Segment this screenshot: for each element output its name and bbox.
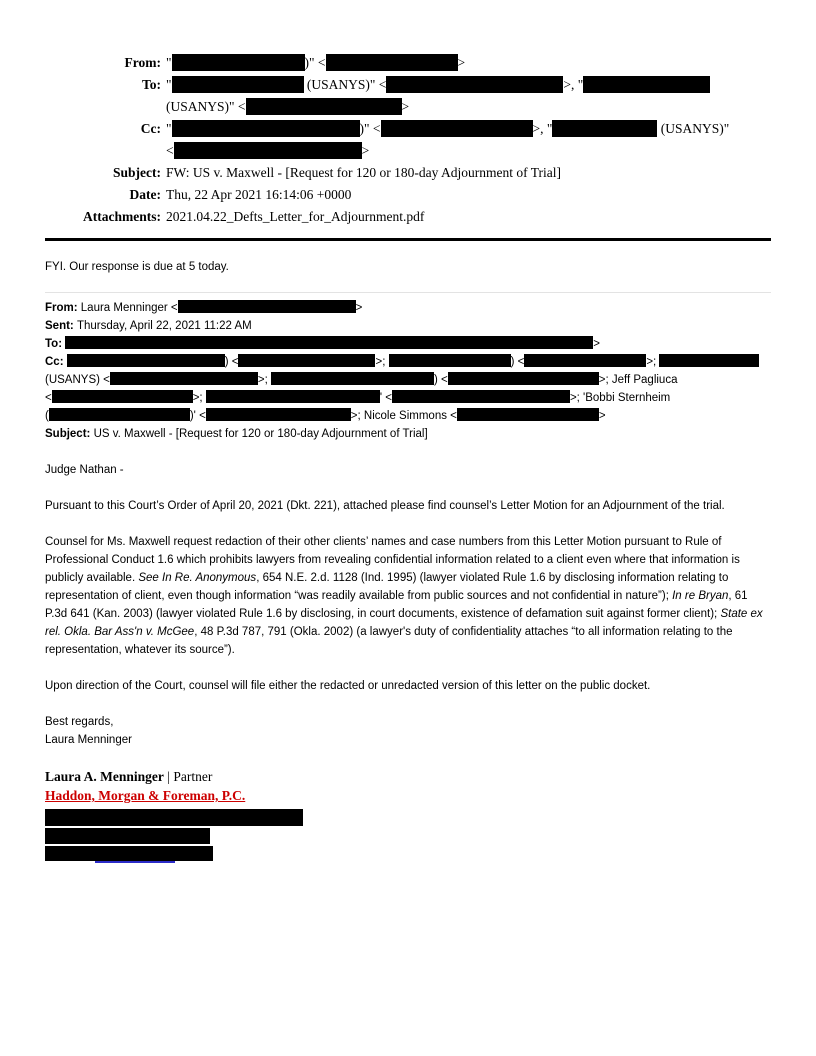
text-run: (USANYS)" xyxy=(657,121,730,136)
redaction-bar xyxy=(172,54,305,71)
hyperlink-underline xyxy=(95,861,175,863)
signature-block xyxy=(45,767,771,861)
text-run: Best regards, xyxy=(45,716,114,728)
forwarded-divider xyxy=(45,292,771,293)
header-field-value xyxy=(166,162,771,184)
header-field-value xyxy=(166,184,771,206)
text-run: Upon direction of the Court, counsel will file either the redacted or unredacted version of this letter on the public docket. xyxy=(45,680,651,692)
header-field-label: Date: xyxy=(129,187,161,202)
field-label: From: xyxy=(45,302,81,314)
redaction-bar xyxy=(45,809,303,826)
text-run: > xyxy=(361,143,370,158)
header-line xyxy=(166,118,771,140)
header-line xyxy=(166,140,771,162)
header-field-value xyxy=(166,74,771,118)
header-field-row xyxy=(45,118,771,162)
text-run: > xyxy=(457,55,466,70)
header-field-row xyxy=(45,184,771,206)
text-run: Laura Menninger < xyxy=(80,302,178,314)
field-label: To: xyxy=(45,338,66,350)
redaction-bar xyxy=(45,828,210,844)
text-run: > xyxy=(593,338,600,350)
text-run: Counsel for Ms. Maxwell request redaction of their other clients’ names and case numbers from this Letter Motion pursuant to Rule of Professional Conduct 1.6 which prohibits lawyers from revealing confidential information related to a client even where that information is publicly available. xyxy=(45,536,740,584)
redaction-bar xyxy=(172,120,360,137)
header-field-label: From: xyxy=(124,55,161,70)
text-run: >; xyxy=(257,374,271,386)
header-line xyxy=(166,184,771,206)
forwarded-header xyxy=(45,299,771,443)
text-run: >; xyxy=(646,356,660,368)
body-paragraph xyxy=(45,497,771,515)
text-run: Pursuant to this Court’s Order of April 20, 2021 (Dkt. 221), attached please find counsel’s Letter Motion for an Adjournment of the trial. xyxy=(45,500,725,512)
text-run: (USANYS)" < xyxy=(166,99,246,114)
redaction-bar xyxy=(389,354,511,367)
field-label: Sent: xyxy=(45,320,77,332)
text-run: 2021.04.22_Defts_Letter_for_Adjournment.pdf xyxy=(166,209,425,224)
text-run: ) < xyxy=(510,356,525,368)
forwarded-header-line xyxy=(45,371,771,389)
redaction-bar xyxy=(172,76,304,93)
text-run: )" < xyxy=(304,55,326,70)
text-run: >; Nicole Simmons < xyxy=(350,410,457,422)
redaction-bar xyxy=(246,98,402,115)
header-field-value xyxy=(166,52,771,74)
header-field-label: Attachments: xyxy=(83,209,161,224)
forwarded-header-line xyxy=(45,353,771,371)
text-run: >; Jeff Pagliuca xyxy=(598,374,678,386)
text-run: , 61 P.3d 641 (Kan. 2003) (lawyer violated Rule 1.6 by disclosing, in court documents, existence of defamation suit against former client); xyxy=(45,590,748,620)
header-field-label: To: xyxy=(141,77,161,92)
redaction-bar xyxy=(326,54,458,71)
body-paragraph xyxy=(45,461,771,479)
text-run: > xyxy=(355,302,363,314)
forwarded-header-line xyxy=(45,335,771,353)
header-line xyxy=(166,206,771,228)
text-run: See In Re. Anonymous xyxy=(138,572,257,584)
header-field-row xyxy=(45,162,771,184)
header-field-value xyxy=(166,206,771,228)
redaction-bar xyxy=(49,408,190,421)
signature-name-line xyxy=(45,767,771,786)
forwarded-header-line xyxy=(45,389,771,407)
text-run: Thu, 22 Apr 2021 16:14:06 +0000 xyxy=(166,187,352,202)
header-line xyxy=(166,96,771,118)
text-run: )" < xyxy=(359,121,381,136)
redaction-bar xyxy=(392,390,570,403)
redaction-bar xyxy=(206,408,351,421)
body-paragraph xyxy=(45,533,771,659)
forwarded-header-line xyxy=(45,317,771,335)
redaction-bar xyxy=(457,408,599,421)
forwarded-header-line xyxy=(45,299,771,317)
text-run: >; xyxy=(192,392,206,404)
redaction-bar xyxy=(178,300,356,313)
redaction-bar xyxy=(206,390,380,403)
text-run: " xyxy=(166,121,172,136)
note-text: FYI. Our response is due at 5 today. xyxy=(45,261,229,273)
text-run: " xyxy=(166,77,172,92)
text-run: ' < xyxy=(379,392,392,404)
redaction-bar xyxy=(271,372,434,385)
header-field-label: Subject: xyxy=(113,165,161,180)
field-label: Subject: xyxy=(45,428,94,440)
header-field-row xyxy=(45,74,771,118)
redaction-bar xyxy=(524,354,646,367)
text-run: FW: US v. Maxwell - [Request for 120 or 180-day Adjournment of Trial] xyxy=(166,165,561,180)
text-run: >, " xyxy=(563,77,584,92)
signature-redactions xyxy=(45,809,771,861)
redaction-bar xyxy=(67,354,225,367)
header-line xyxy=(166,162,771,184)
redaction-bar xyxy=(238,354,375,367)
text-run: (USANYS)" < xyxy=(303,77,387,92)
signature-firm: Haddon, Morgan & Foreman, P.C. xyxy=(45,788,246,803)
text-run: ( xyxy=(45,410,49,422)
redaction-bar xyxy=(448,372,599,385)
redaction-bar xyxy=(65,336,593,349)
redaction-bar xyxy=(174,142,362,159)
forwarded-header-line xyxy=(45,407,771,425)
redaction-bar xyxy=(110,372,258,385)
text-run: < xyxy=(45,392,52,404)
text-run: In re Bryan xyxy=(672,590,729,602)
text-run: , 654 N.E. 2.d. 1128 (Ind. 1995) (lawyer violated Rule 1.6 by disclosing information relating to representation of client, even though information “was readily available from public sources and not confidential in nature”); xyxy=(45,572,729,602)
text-run: (USANYS) < xyxy=(45,374,110,386)
text-run: Laura Menninger xyxy=(45,734,132,746)
text-run: Judge Nathan - xyxy=(45,464,124,476)
email-body xyxy=(45,461,771,749)
field-label: Cc: xyxy=(45,356,67,368)
text-run: >; 'Bobbi Sternheim xyxy=(569,392,671,404)
body-paragraph xyxy=(45,713,771,749)
header-line xyxy=(166,74,771,96)
body-paragraph xyxy=(45,677,771,695)
redaction-bar xyxy=(45,846,213,861)
text-run: < xyxy=(166,143,174,158)
signature-name: Laura A. Menninger xyxy=(45,769,164,784)
text-run: >; xyxy=(375,356,389,368)
header-line xyxy=(166,52,771,74)
signature-title: Partner xyxy=(173,769,213,784)
text-run: " xyxy=(166,55,172,70)
redaction-bar xyxy=(52,390,193,403)
email-header-fields xyxy=(45,52,771,228)
text-run: )' < xyxy=(189,410,206,422)
forwarded-header-line xyxy=(45,425,771,443)
header-rule xyxy=(45,238,771,241)
header-field-row xyxy=(45,52,771,74)
redaction-bar xyxy=(386,76,563,93)
header-field-value xyxy=(166,118,771,162)
text-run: > xyxy=(598,410,606,422)
text-run: ) < xyxy=(433,374,448,386)
text-run: State ex rel. Okla. Bar Ass'n v. McGee xyxy=(45,608,763,638)
text-run: Thursday, April 22, 2021 11:22 AM xyxy=(76,320,252,332)
text-run: ) < xyxy=(224,356,239,368)
redaction-bar xyxy=(659,354,759,367)
header-field-row xyxy=(45,206,771,228)
text-run: > xyxy=(401,99,410,114)
text-run: , 48 P.3d 787, 791 (Okla. 2002) (a lawyer's duty of confidentiality attaches “to all information relating to the representation, whatever its source”). xyxy=(45,626,733,656)
email-header xyxy=(45,52,771,228)
redaction-bar xyxy=(381,120,533,137)
header-field-label: Cc: xyxy=(140,121,161,136)
signature-separator: | xyxy=(167,769,170,784)
redaction-bar xyxy=(552,120,657,137)
text-run: US v. Maxwell - [Request for 120 or 180-day Adjournment of Trial] xyxy=(93,428,428,440)
redaction-bar xyxy=(583,76,710,93)
text-run: >, " xyxy=(532,121,553,136)
